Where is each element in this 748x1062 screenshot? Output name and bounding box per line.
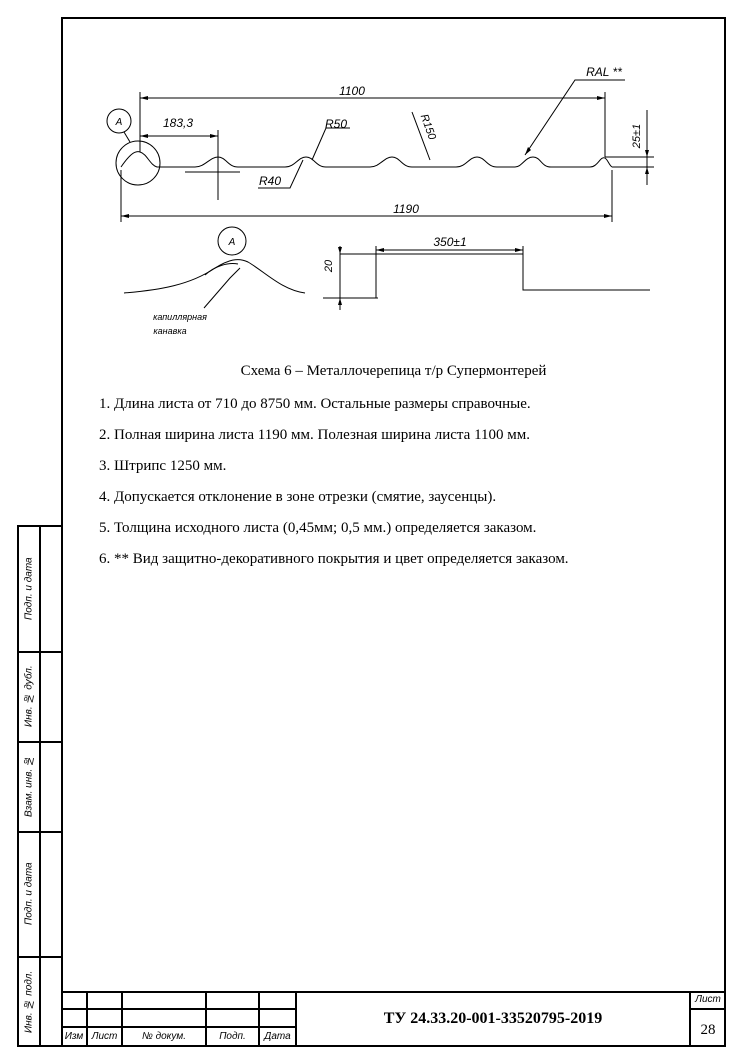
tb-col-date: Дата: [264, 1031, 291, 1042]
dim-1100: 1100: [339, 84, 365, 98]
side-label-dup-inv: Инв. № дубл.: [23, 665, 35, 727]
tb-col-sign: Подп.: [219, 1031, 246, 1042]
figure-caption: Схема 6 – Металлочерепица т/р Супермонтерей: [240, 363, 547, 379]
sheet-number: 28: [700, 1022, 716, 1038]
detail-marker-2: A: [228, 237, 236, 248]
groove-label-2: канавка: [153, 326, 187, 336]
note-5: 5. Толщина исходного листа (0,45мм; 0,5 мм.) определяется заказом.: [99, 520, 537, 536]
dim-r40: R40: [258, 174, 282, 188]
groove-label-1: капиллярная: [153, 312, 207, 322]
tb-col-izm: Изм: [64, 1031, 84, 1042]
dim-height: 25±1: [631, 123, 643, 149]
document-code: ТУ 24.33.20-001-33520795-2019: [383, 1010, 603, 1027]
note-1: 1. Длина листа от 710 до 8750 мм. Остальные размеры справочные.: [99, 396, 531, 412]
step-length: 350±1: [433, 235, 467, 249]
tb-col-doc: № докум.: [141, 1031, 187, 1042]
dim-1190: 1190: [393, 202, 419, 216]
dim-r150: R150: [417, 112, 438, 142]
coating-label: RAL **: [586, 65, 622, 79]
sheet-label: Лист: [695, 994, 721, 1005]
note-3: 3. Штрипс 1250 мм.: [99, 458, 227, 474]
side-label-sign-date-2: Подп. и дата: [23, 862, 35, 925]
detail-marker: A: [115, 117, 123, 128]
dim-r50: R50: [324, 117, 348, 131]
note-4: 4. Допускается отклонение в зоне отрезки (смятие, заусенцы).: [99, 489, 497, 505]
step-height: 20: [323, 259, 335, 273]
note-2: 2. Полная ширина листа 1190 мм. Полезная ширина листа 1100 мм.: [99, 427, 530, 443]
note-6: 6. ** Вид защитно-декоративного покрытия и цвет определяется заказом.: [99, 551, 569, 567]
side-label-replace-inv: Взам. инв. №: [23, 754, 35, 818]
dim-183: 183,3: [162, 116, 194, 130]
side-label-orig-inv: Инв. № подл.: [23, 970, 35, 1033]
side-label-sign-date-1: Подп. и дата: [23, 557, 35, 621]
tb-col-list: Лист: [91, 1031, 118, 1042]
